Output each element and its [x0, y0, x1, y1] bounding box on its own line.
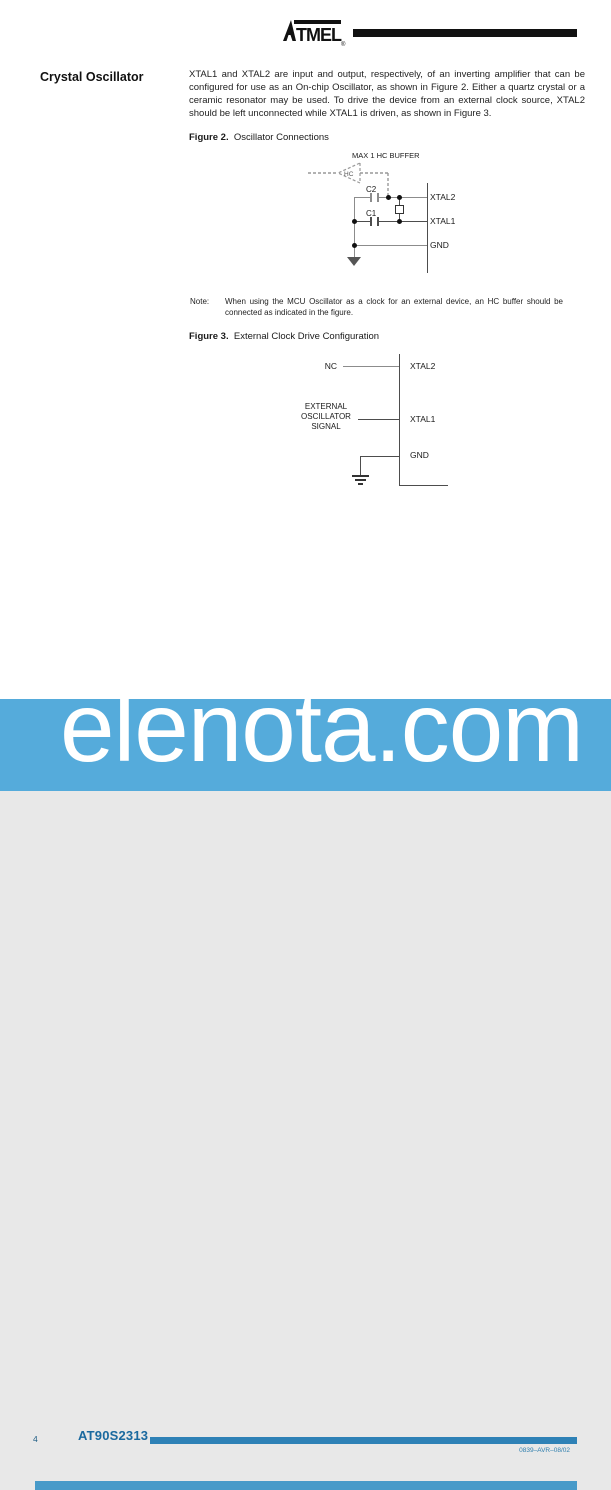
figure3-caption-label: Figure 3. [189, 331, 229, 342]
ext-signal-line: OSCILLATOR [301, 412, 351, 421]
c2-label: C2 [366, 185, 377, 194]
fig3-xtal1-trace [358, 419, 399, 420]
svg-text:TMEL: TMEL [296, 25, 342, 45]
fig3-nc-trace [343, 366, 399, 367]
earth-ground-icon [355, 479, 366, 481]
external-oscillator-signal-label [295, 402, 357, 432]
footer-doc-code: 0839–AVR–08/02 [519, 1447, 570, 1454]
junction-dot [352, 219, 357, 224]
ext-signal-line: SIGNAL [311, 422, 341, 431]
fig2-left-bus [354, 197, 355, 258]
hc-buffer-icon [303, 158, 395, 202]
fig2-pin-xtal2: XTAL2 [430, 192, 456, 202]
fig2-pin-gnd: GND [430, 240, 449, 250]
note-text: When using the MCU Oscillator as a clock for an external device, an HC buffer should be connected as indicated in the figure. [225, 297, 563, 317]
figure2-caption [189, 132, 329, 143]
header-rule-bar [353, 29, 577, 37]
fig2-pin-xtal1: XTAL1 [430, 216, 456, 226]
junction-dot [352, 243, 357, 248]
capacitor-c1-icon [377, 217, 379, 226]
note-label: Note: [190, 297, 210, 306]
capacitor-c1-icon [370, 217, 372, 226]
atmel-logo [283, 19, 347, 47]
figure3-caption [189, 331, 379, 342]
ext-signal-line: EXTERNAL [304, 402, 348, 411]
footer-bottom-bar [35, 1481, 577, 1490]
fig3-pin-gnd: GND [410, 450, 429, 460]
fig2-chip-edge [427, 183, 428, 273]
capacitor-c2-icon [370, 193, 372, 202]
fig2-gnd-trace [354, 245, 427, 246]
fig3-chip-edge [399, 354, 400, 485]
fig3-chip-bottom-edge [399, 485, 448, 486]
crystal-icon [395, 205, 404, 214]
section-heading: Crystal Oscillator [40, 70, 144, 84]
footer-doc-title: AT90S2313 [78, 1428, 149, 1443]
page-number: 4 [33, 1434, 38, 1444]
junction-dot [397, 195, 402, 200]
fig3-gnd-trace [360, 456, 399, 457]
earth-ground-icon [358, 483, 363, 485]
junction-dot [386, 195, 391, 200]
figure2-buffer-label: MAX 1 HC BUFFER [352, 151, 420, 160]
fig3-gnd-drop [360, 456, 361, 475]
c1-label: C1 [366, 209, 377, 218]
junction-dot [397, 219, 402, 224]
svg-text:HC: HC [344, 171, 354, 178]
figure3-caption-text: External Clock Drive Configuration [233, 331, 380, 342]
nc-label: NC [324, 361, 337, 371]
ground-icon [347, 257, 361, 266]
footer-rule-bar [150, 1437, 577, 1444]
capacitor-c2-icon [377, 193, 379, 202]
watermark-text: elenota.com [60, 672, 583, 782]
fig2-xtal1-trace [379, 221, 427, 222]
fig3-pin-xtal2: XTAL2 [410, 361, 436, 371]
figure2-caption-label: Figure 2. [189, 132, 229, 143]
figure2-caption-text: Oscillator Connections [233, 132, 329, 143]
earth-ground-icon [352, 475, 369, 477]
fig3-pin-xtal1: XTAL1 [410, 414, 436, 424]
body-paragraph: XTAL1 and XTAL2 are input and output, respectively, of an inverting amplifier that can be configured for use as an On-chip Oscillator, as shown in Figure 2. Either a quartz crystal or a ceramic resonator may be used. To drive the device from an external clock source, XTAL2 should be left unconnected while XTAL1 is driven, as shown in Figure 3. [189, 69, 585, 119]
registered-mark-glyph: ® [341, 42, 346, 48]
fig2-xtal2-trace [354, 197, 370, 198]
